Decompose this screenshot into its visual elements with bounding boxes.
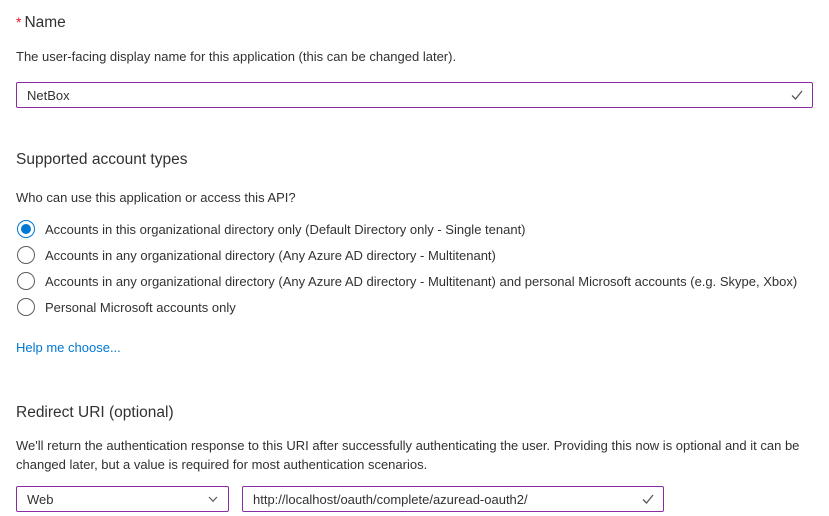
- radio-option-label: Accounts in this organizational directory only (Default Directory only - Single tenant): [45, 221, 526, 237]
- account-types-heading: Supported account types: [16, 151, 188, 168]
- redirect-uri-heading: Redirect URI (optional): [16, 404, 174, 421]
- account-types-question: Who can use this application or access this API?: [16, 190, 296, 205]
- radio-option-multitenant[interactable]: [16, 242, 813, 268]
- radio-option-label: Accounts in any organizational directory (Any Azure AD directory - Multitenant): [45, 247, 496, 263]
- chevron-down-icon: [206, 492, 220, 506]
- radio-option-personal-only[interactable]: [16, 294, 813, 320]
- radio-option-label: Accounts in any organizational directory (Any Azure AD directory - Multitenant) and personal Microsoft accounts (e.g. Skype, Xbox): [45, 273, 798, 289]
- radio-button-icon: [17, 220, 35, 238]
- radio-button-icon: [17, 298, 35, 316]
- platform-select[interactable]: [16, 486, 229, 512]
- name-label: Name: [24, 14, 66, 31]
- name-section-heading: [16, 12, 813, 33]
- radio-option-single-tenant[interactable]: [16, 216, 813, 242]
- name-field-wrapper: [16, 82, 813, 108]
- radio-option-label: Personal Microsoft accounts only: [45, 299, 236, 315]
- required-asterisk: *: [16, 14, 22, 30]
- name-input[interactable]: [16, 82, 813, 108]
- name-description: The user-facing display name for this application (this can be changed later).: [16, 49, 457, 64]
- account-types-radio-group: [16, 216, 813, 320]
- radio-button-icon: [17, 272, 35, 290]
- radio-option-multitenant-personal[interactable]: [16, 268, 813, 294]
- radio-button-icon: [17, 246, 35, 264]
- platform-select-value: Web: [27, 491, 54, 507]
- help-me-choose-link[interactable]: Help me choose...: [16, 340, 121, 355]
- redirect-uri-description: We'll return the authentication response to this URI after successfully authenticating the user. Providing this now is optional and it can be changed later, but a value is required for most authentication scenarios.: [16, 438, 800, 472]
- redirect-uri-row: [16, 486, 813, 512]
- redirect-uri-input[interactable]: [242, 486, 664, 512]
- uri-field-wrapper: [242, 486, 664, 512]
